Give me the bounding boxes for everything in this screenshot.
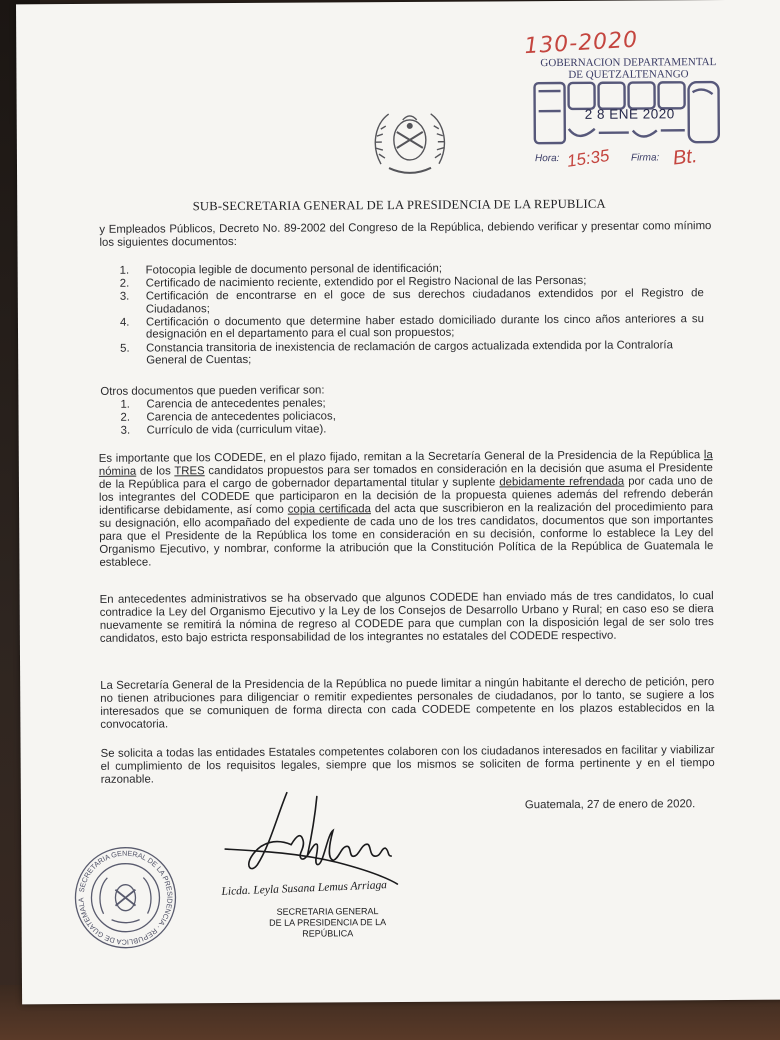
registry-number: 130-2020	[523, 27, 639, 60]
role-line2: DE LA PRESIDENCIA DE LA REPÚBLICA	[269, 917, 387, 939]
secretaria-paragraph: La Secretaría General de la Presidencia de la República no puede limitar a ningún habitante el derecho de petición, pero no tienen atribuciones para diligenciar o remitir expedientes personales de ciudadanos, por lo tanto, se sugiere a los interesados que se comuniquen de forma directa con cada CODEDE competente en los plazos establecidos en la convocatoria.	[100, 676, 715, 731]
stamp-date: 2 8 ENE 2020	[584, 106, 675, 122]
firma-label: Firma:	[630, 152, 660, 164]
other-documents-intro: Otros documentos que pueden verificar son:	[100, 384, 325, 398]
stamp-org-line1: GOBERNACION DEPARTAMENTAL	[540, 56, 717, 70]
list-item: 1. Fotocopia legible de documento personal de identificación;	[119, 262, 443, 277]
stamp-organization	[528, 56, 728, 81]
intro-paragraph: y Empleados Públicos, Decreto No. 89-2002 del Congreso de la República, debiendo verificar y presentar como mínimo los siguientes documentos:	[99, 220, 712, 249]
role-line1: SECRETARIA GENERAL	[276, 906, 379, 917]
list-item: 2. Certificado de nacimiento reciente, extendido por el Registro Nacional de las Personas;	[119, 274, 587, 290]
city-date: Guatemala, 27 de enero de 2020.	[524, 798, 696, 812]
received-stamp	[516, 28, 777, 190]
list-item: 4. Certificación o documento que determine haber estado domiciliado durante los cinco años anteriores a su designación en el departamento para el cual son propuestos;	[119, 313, 704, 342]
required-documents-list	[120, 261, 705, 368]
hora-value: 15:35	[565, 145, 611, 171]
list-item: 5. Constancia transitoria de inexistencia de reclamación de cargos actualizada extendida por la Contraloría General de Cuentas;	[120, 338, 673, 367]
seal-ring-text: SECRETARIA GENERAL DE LA PRESIDENCIA · REPUBLICA DE GUATEMALA	[76, 848, 175, 947]
document-page	[16, 0, 780, 1004]
solicita-paragraph: Se solicita a todas las entidades Estatales competentes colaboren con los ciudadanos interesados en facilitar y viabilizar el cumplimiento de los requisitos legales, siempre que los mismos se soliciten de forma pertinente y en el tiempo razonable.	[100, 744, 715, 786]
list-item: 1. Carencia de antecedentes penales;	[120, 397, 326, 411]
hora-label: Hora:	[534, 153, 560, 165]
important-paragraph: Es importante que los CODEDE, en el plazo fijado, remitan a la Secretaría General de la Presidencia de la República la nómina de los TRES candidatos propuestos para ser tomados en consideración en la decisión que asuma el Presidente de la República para el cargo de gobernador departamental titular y suplente debidamente refrendada por cada uno de los integrantes del CODEDE que participaron en la decisión de la propuesta quienes además del refrendo deberán identificarse debidamente, así como copia certificada del acta que suscribieron en la realización del procedimiento para su designación, ello acompañado del expediente de cada uno de los tres candidatos, documentos que son importantes para que el Presidente de la República los tome en consideración en su decisión, conforme lo establece la Ley del Organismo Ejecutivo, y nombrar, conforme la atribución que la Constitución Política de la República de Guatemala le establece.	[98, 449, 714, 569]
other-documents-list	[120, 395, 680, 438]
official-seal-icon	[71, 843, 180, 952]
stamp-org-line2: DE QUETZALTENANGO	[568, 68, 689, 81]
document-header: SUB-SECRETARIA GENERAL DE LA PRESIDENCIA DE LA REPUBLICA	[192, 196, 606, 214]
list-item: 3. Currículo de vida (curriculum vitae).	[120, 423, 327, 437]
list-item: 2. Carencia de antecedentes policiacos,	[120, 410, 336, 424]
coat-of-arms-icon	[367, 106, 453, 181]
antecedentes-paragraph: En antecedentes administrativos se ha observado que algunos CODEDE han enviado más de tres candidatos, lo cual contradice la Ley del Organismo Ejecutivo y la Ley de los Consejos de Desarrollo Urbano y Rural; en caso eso se diera nuevamente se remitirá la nómina de regreso al CODEDE para que cumplan con la disposición legal de ser solo tres candidatos, esto bajo estricta responsabilidad de los integrantes no estatales del CODEDE respectivo.	[99, 590, 714, 645]
list-item: 3. Certificación de encontrarse en el goce de sus derechos ciudadanos extendidos por el Registro de Ciudadanos;	[119, 287, 704, 316]
signatory-role	[248, 906, 408, 940]
signatory-name: Licda. Leyla Susana Lemus Arriaga	[221, 879, 388, 898]
firma-value: Bt.	[671, 144, 699, 170]
